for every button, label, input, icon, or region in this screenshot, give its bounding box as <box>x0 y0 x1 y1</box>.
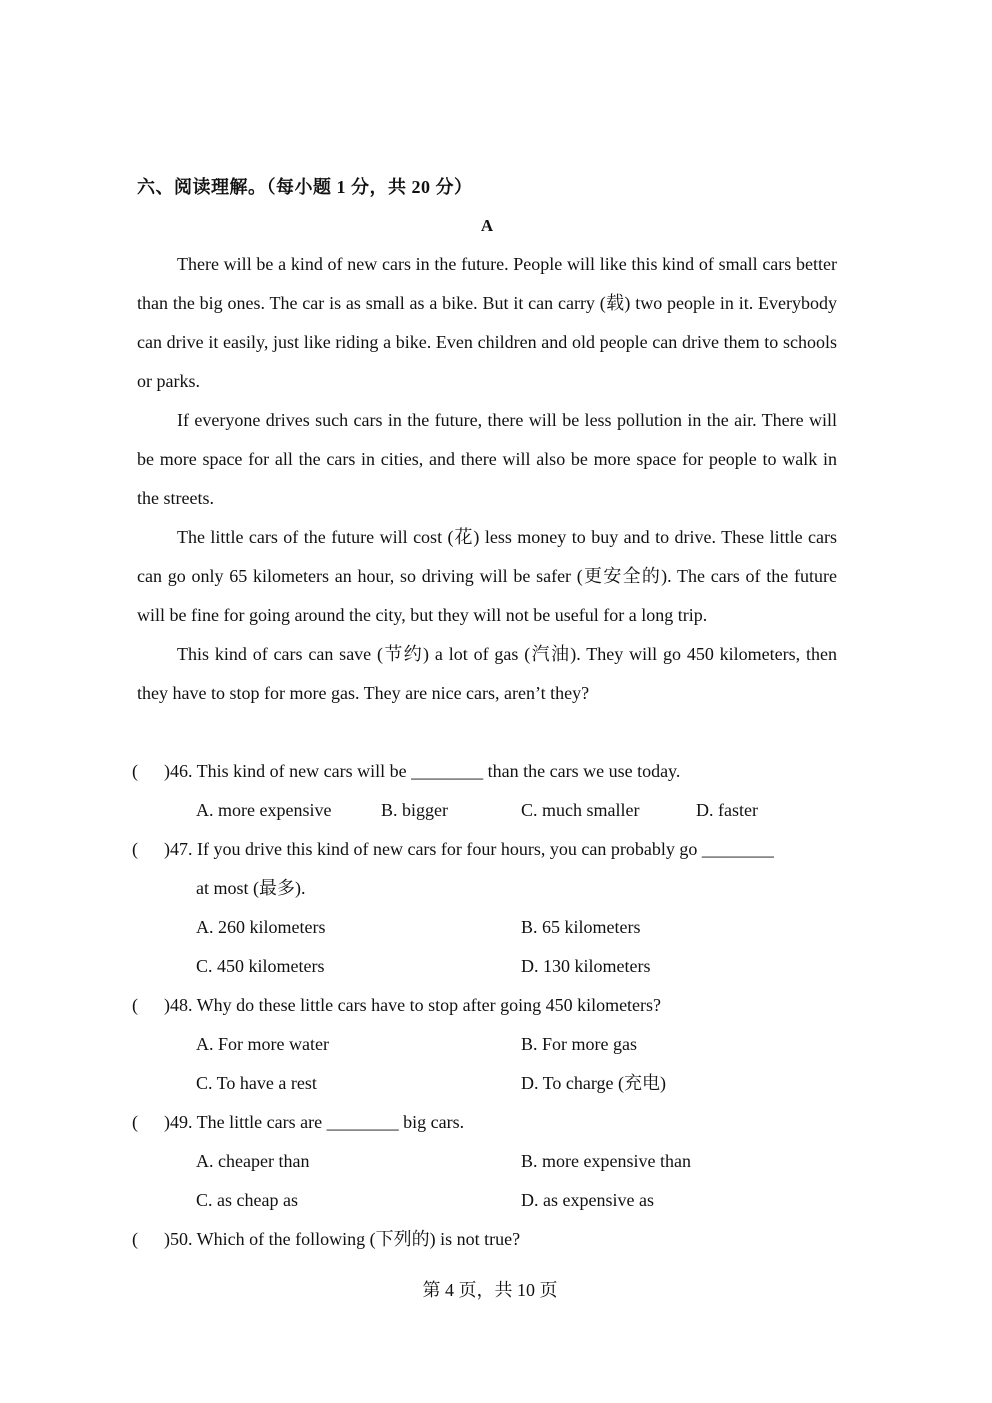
option-b: B. more expensive than <box>521 1151 691 1171</box>
option-a: A. cheaper than <box>196 1151 310 1171</box>
question-text: )50. Which of the following (下列的) is not true? <box>164 1229 521 1249</box>
option-d: D. as expensive as <box>521 1190 654 1210</box>
option-c: C. To have a rest <box>196 1073 317 1093</box>
option-d: D. To charge (充电) <box>521 1073 667 1093</box>
option-a: A. more expensive <box>196 800 332 820</box>
option-c: C. as cheap as <box>196 1190 298 1210</box>
question-continuation: at most (最多). <box>196 878 306 898</box>
question-46 <box>132 752 842 791</box>
page-footer: 第 4 页，共 10 页 <box>422 1280 558 1300</box>
option-d: D. 130 kilometers <box>521 956 651 976</box>
option-a: A. For more water <box>196 1034 329 1054</box>
section-heading: 六、阅读理解。（每小题 1 分，共 20 分） <box>137 177 473 197</box>
option-d: D. faster <box>696 800 758 820</box>
question-text: )46. This kind of new cars will be ________ than the cars we use today. <box>164 761 681 781</box>
question-49 <box>132 1103 842 1142</box>
question-50 <box>132 1220 842 1259</box>
answer-blank[interactable]: ( <box>132 1112 138 1132</box>
question-48 <box>132 986 842 1025</box>
option-a: A. 260 kilometers <box>196 917 326 937</box>
question-text: )48. Why do these little cars have to stop after going 450 kilometers? <box>164 995 662 1015</box>
question-text: )47. If you drive this kind of new cars for four hours, you can probably go ________ <box>164 839 774 859</box>
passage-paragraph: This kind of cars can save (节约) a lot of gas (汽油). They will go 450 kilometers, then they have to stop for more gas. They are nice cars, aren’t they? <box>137 644 837 703</box>
option-b: B. bigger <box>381 800 448 820</box>
option-c: C. much smaller <box>521 800 640 820</box>
answer-blank[interactable]: ( <box>132 1229 138 1249</box>
question-text: )49. The little cars are ________ big cars. <box>164 1112 465 1132</box>
answer-blank[interactable]: ( <box>132 761 138 781</box>
option-c: C. 450 kilometers <box>196 956 325 976</box>
passage-paragraph: There will be a kind of new cars in the future. People will like this kind of small cars better than the big ones. The car is as small as a bike. But it can carry (载) two people in it. Everybody can drive it easily, just like riding a bike. Even children and old people can drive them to schools or parks. <box>137 254 837 391</box>
answer-blank[interactable]: ( <box>132 995 138 1015</box>
passage-paragraph: The little cars of the future will cost (花) less money to buy and to drive. These little cars can go only 65 kilometers an hour, so driving will be safer (更安全的). The cars of the future will be fine for going around the city, but they will not be useful for a long trip. <box>137 527 837 625</box>
answer-blank[interactable]: ( <box>132 839 138 859</box>
option-b: B. For more gas <box>521 1034 637 1054</box>
passage-paragraph: If everyone drives such cars in the future, there will be less pollution in the air. There will be more space for all the cars in cities, and there will also be more space for people to walk in the streets. <box>137 410 837 508</box>
passage-label: A <box>480 216 494 235</box>
reading-passage <box>137 245 837 713</box>
option-b: B. 65 kilometers <box>521 917 641 937</box>
question-47 <box>132 830 842 869</box>
